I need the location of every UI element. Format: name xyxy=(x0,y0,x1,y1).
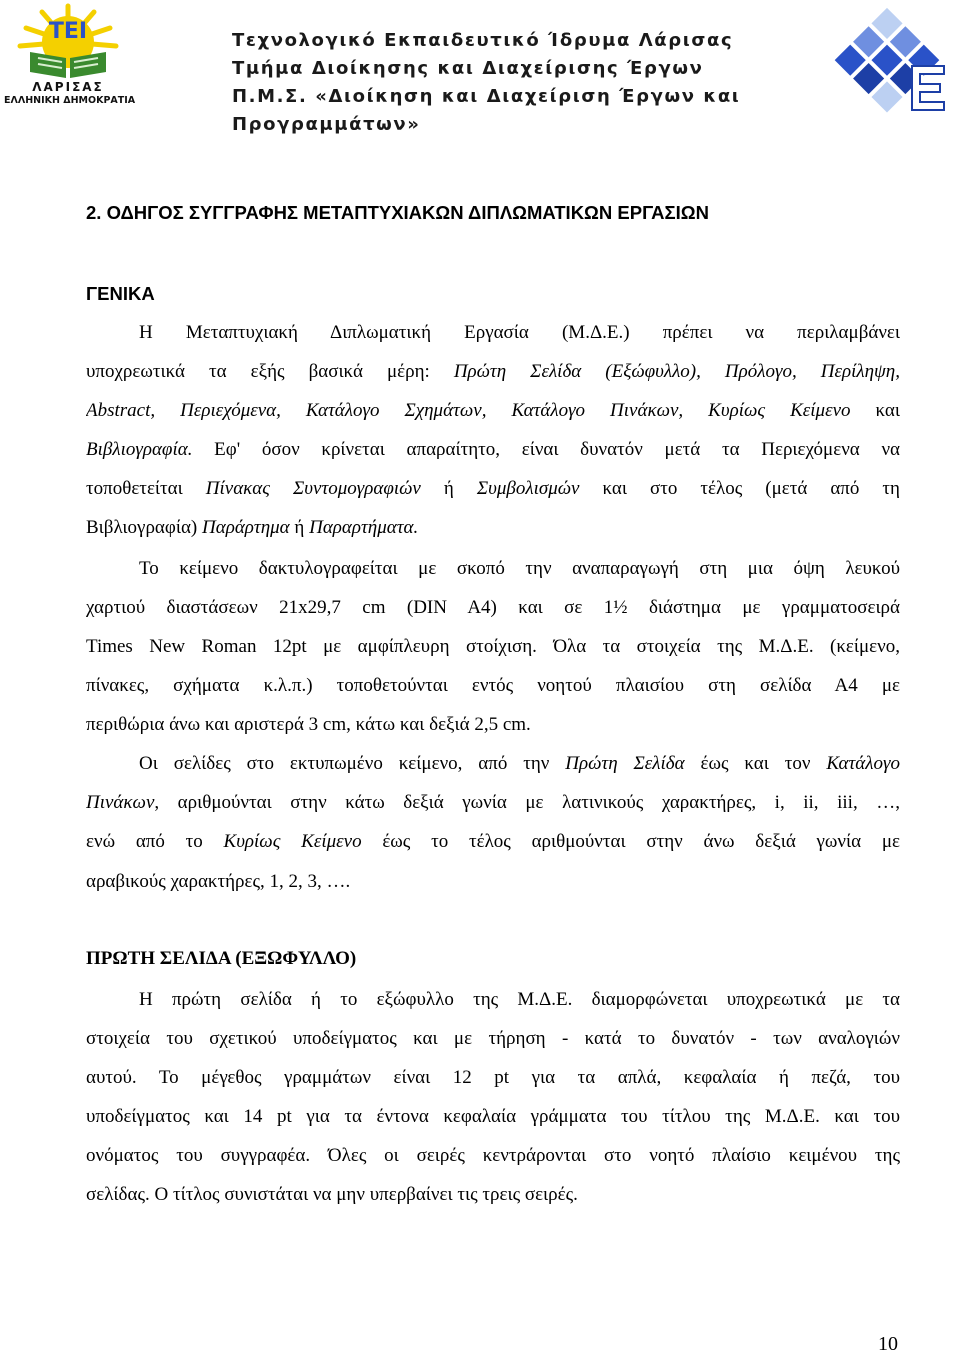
paragraph-1-line-3: Abstract, Περιεχόμενα, Κατάλογο Σχημάτων, Κατάλογο Πινάκων, Κυρίως Κείμενο και xyxy=(86,400,900,421)
page-number: 10 xyxy=(878,1333,898,1355)
paragraph-1-line-5: τοποθετείται Πίνακας Συντομογραφιών ή Συμβολισμών και στο τέλος (μετά από τη xyxy=(86,478,900,499)
tei-emblem-icon xyxy=(4,2,132,82)
paragraph-4-line-4: υποδείγματος και 14 pt για τα έντονα κεφαλαία γράμματα του τίτλου της Μ.Δ.Ε. και του xyxy=(86,1106,900,1127)
paragraph-1-line-6: Βιβλιογραφία) Παράρτημα ή Παραρτήματα. xyxy=(86,517,419,538)
paragraph-3-line-3: ενώ από το Κυρίως Κείμενο έως το τέλος αριθμούνται στην άνω δεξιά γωνία με xyxy=(86,831,900,852)
paragraph-1-line-1: Η Μεταπτυχιακή Διπλωματική Εργασία (Μ.Δ.Ε.) πρέπει να περιλαμβάνει xyxy=(139,322,900,343)
header-institution-line-4: Προγραμμάτων» xyxy=(232,114,421,135)
paragraph-4-line-3: αυτού. Το μέγεθος γραμμάτων είναι 12 pt για τα απλά, κεφαλαία ή πεζά, του xyxy=(86,1067,900,1088)
svg-text:TEI: TEI xyxy=(48,19,88,44)
paragraph-3-line-4: αραβικούς χαρακτήρες, 1, 2, 3, …. xyxy=(86,871,351,892)
header-institution-line-1: Τεχνολογικό Εκπαιδευτικό Ίδρυμα Λάρισας xyxy=(232,30,734,51)
paragraph-2-line-1: Το κείμενο δακτυλογραφείται με σκοπό την αναπαραγωγή στη μια όψη λευκού xyxy=(139,558,900,579)
header-institution-line-3: Π.Μ.Σ. «Διοίκηση και Διαχείριση Έργων και xyxy=(232,86,741,107)
paragraph-1-line-4: Βιβλιογραφία. Εφ' όσον κρίνεται απαραίτητο, είναι δυνατόν μετά τα Περιεχόμενα να xyxy=(86,439,900,460)
paragraph-2-line-3: Times New Roman 12pt με αμφίπλευρη στοίχιση. Όλα τα στοιχεία της Μ.Δ.Ε. (κείμενο, xyxy=(86,636,900,657)
general-heading: ΓΕΝΙΚΑ xyxy=(86,283,155,304)
paragraph-2-line-5: περιθώρια άνω και αριστερά 3 cm, κάτω και δεξιά 2,5 cm. xyxy=(86,714,531,735)
paragraph-2-line-2: χαρτιού διαστάσεων 21x29,7 cm (DIN A4) και σε 1½ διάστημα με γραμματοσειρά xyxy=(86,597,900,618)
section-title: 2. ΟΔΗΓΟΣ ΣΥΓΓΡΑΦΗΣ ΜΕΤΑΠΤΥΧΙΑΚΩΝ ΔΙΠΛΩΜΑΤΙΚΩΝ ΕΡΓΑΣΙΩΝ xyxy=(86,202,709,223)
paragraph-1-line-2: υποχρεωτικά τα εξής βασικά μέρη: Πρώτη Σελίδα (Εξώφυλλο), Πρόλογο, Περίληψη, xyxy=(86,361,900,382)
paragraph-4-line-6: σελίδας. Ο τίτλος συνιστάται να μην υπερβαίνει τις τρεις σειρές. xyxy=(86,1184,578,1205)
logo-city-label: ΛΑΡΙΣΑΣ xyxy=(32,80,104,94)
header-institution-line-2: Τμήμα Διοίκησης και Διαχείρισης Έργων xyxy=(232,58,704,79)
paragraph-2-line-4: πίνακες, σχήματα κ.λ.π.) τοποθετούνται εντός νοητού πλαισίου στη σελίδα Α4 με xyxy=(86,675,900,696)
paragraph-3-line-2: Πινάκων, αριθμούνται στην κάτω δεξιά γωνία με λατινικούς χαρακτήρες, i, ii, iii, …, xyxy=(86,792,900,813)
paragraph-4-line-2: στοιχεία του σχετικού υποδείγματος και με τήρηση - κατά το δυνατόν - των αναλογιών xyxy=(86,1028,900,1049)
diamond-grid-logo-icon xyxy=(816,4,958,122)
logo-country-label: ΕΛΛΗΝΙΚΗ ΔΗΜΟΚΡΑΤΙΑ xyxy=(4,95,136,106)
paragraph-4-line-1: Η πρώτη σελίδα ή το εξώφυλλο της Μ.Δ.Ε. διαμορφώνεται υποχρεωτικά με τα xyxy=(139,989,900,1010)
paragraph-4-line-5: ονόματος του συγγραφέα. Όλες οι σειρές κεντράρονται στο νοητό πλαίσιο κειμένου της xyxy=(86,1145,900,1166)
paragraph-3-line-1: Οι σελίδες στο εκτυπωμένο κείμενο, από την Πρώτη Σελίδα έως και τον Κατάλογο xyxy=(139,753,900,774)
cover-page-heading: ΠΡΩΤΗ ΣΕΛΙΔΑ (ΕΞΩΦΥΛΛΟ) xyxy=(86,948,357,969)
